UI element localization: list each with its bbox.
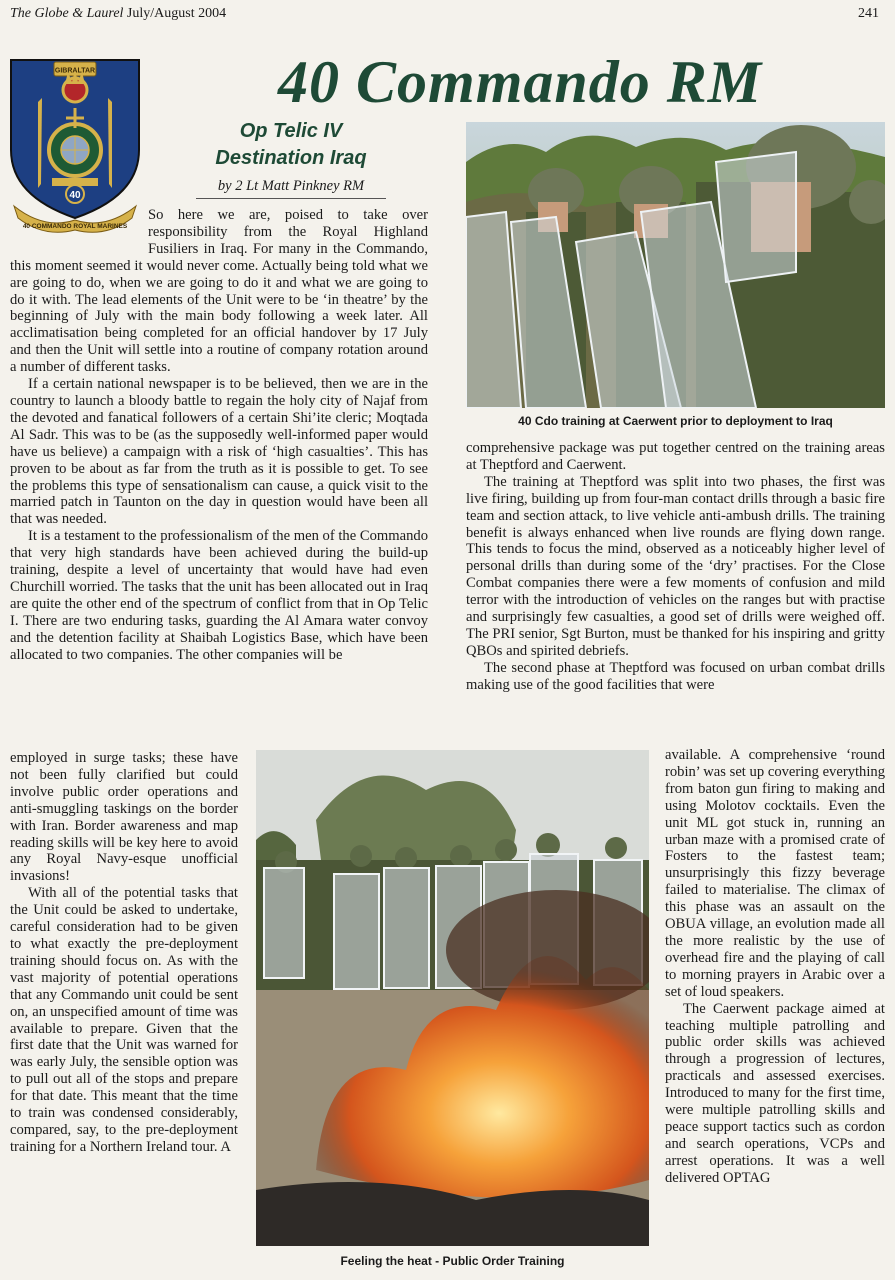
right-column-lower <box>665 747 885 1277</box>
publication-name: The Globe & Laurel <box>10 6 124 21</box>
article-subtitle-line2: Destination Iraq <box>215 147 367 169</box>
riot-shield-troops-photo <box>466 122 885 408</box>
paragraph: The second phase at Theptford was focused on urban combat drills making use of the good facilities that were <box>466 659 885 693</box>
paragraph: So here we are, poised to take over responsibility from the Royal Highland Fusiliers in Iraq. For many in the Commando, this moment seemed it would never come. Actually being told what we are going to do, when we are going to do it and what we are going to do it with. The lead elements of the Unit were to be ‘in theatre’ by the beginning of July with the main body following a week later. All acclimatisation being completed for an official handover by 17 July and then the Unit will settle into a routine of company rotation around a number of different tasks. <box>10 207 428 376</box>
paragraph: The Caerwent package aimed at teaching multiple patrolling and public order skills was achieved through a progression of lectures, practicals and assessed exercises. Introduced to many for the first time, were multiple patrolling skills and peace support tactics such as cordon and search operations, VCPs and arrest operations. It was a well delivered OPTAG <box>665 1000 885 1186</box>
paragraph: With all of the potential tasks that the Unit could be asked to undertake, careful consideration had to be given to what exactly the pre-deployment training should focus on. As with the vast majority of potential operations that any Commando unit could be sent on, an unspecified amount of time was available to prepare. Given that the first date that the Unit was warned for was early July, the sensible option was to pull out all of the stops and prepare for that date. This meant that the time to train was condensed considerably, compared, say, to the pre-deployment training for a Northern Ireland tour. A <box>10 885 238 1155</box>
crest-unit-number: 40 <box>69 190 81 201</box>
paragraph: available. A comprehensive ‘round robin’ was set up covering everything from baton gun firing to making and using Molotov cocktails. Even the unit ML got stuck in, running an urban maze with a promised crate of Fosters to the fastest team; unsurprisingly this fizzy beverage failed to materialise. The climax of this phase was an assault on the OBUA village, an evolution made all the more realistic by the use of overhead fire and the playing of call to morning prayers in Arabic over a set of loud speakers. <box>665 747 885 1000</box>
paragraph: employed in surge tasks; these have not been fully clarified but could involve public order operations and anti-smuggling taskings on the border with Iran. Border awareness and map reading skills will be key here to avoid any Royal Navy-esque unofficial invasions! <box>10 750 238 885</box>
page-number: 241 <box>858 6 879 21</box>
article-title: 40 Commando RM <box>278 49 763 115</box>
bottom-photo-caption: Feeling the heat - Public Order Training <box>340 1254 565 1268</box>
paragraph: It is a testament to the professionalism of the men of the Commando that very high standards have been achieved during the build-up training, despite a level of uncertainty that would have had even Churchill worried. The tasks that the unit has been allocated out in Iraq are quite the other end of the spectrum of conflict from that in Op Telic I. There are two enduring tasks, guarding the Al Amara water convoy and the detention facility at Shaibah Logistics Base, which have been allocated to two companies. The other companies will be <box>10 528 428 663</box>
right-column-upper <box>466 440 885 746</box>
public-order-fire-photo <box>256 750 649 1246</box>
paragraph: If a certain national newspaper is to be believed, then we are in the country to launch a bloody battle to regain the holy city of Najaf from the devoted and fanatical followers of a certain Shi’ite cleric; Moqtada Al Sadr. This was to be (as the supposedly well-informed paper would have us believe) a campaign with a risk of ‘high casualties’. This has proven to be about as far from the truth as it is possible to get. To see the problems this type of sensationalism can cause, a quick visit to the married patch in Taunton on the day in question would have been all that was needed. <box>10 376 428 528</box>
article-byline: by 2 Lt Matt Pinkney RM <box>196 178 386 199</box>
issue-date: July/August 2004 <box>126 6 227 21</box>
crest-banner-text: 40 COMMANDO ROYAL MARINES <box>22 223 128 230</box>
left-column-lower <box>10 750 238 1278</box>
article-subtitle-line1: Op Telic IV <box>239 120 343 142</box>
crest-motto: GIBRALTAR <box>54 67 96 75</box>
left-column-upper <box>10 207 428 749</box>
paragraph: The training at Theptford was split into two phases, the first was live firing, building up from four-man contact drills through a basic fire team and section attack, to live vehicle anti-ambush drills. The training benefit is always enhanced when live rounds are flying down range. This tends to focus the mind, observed as a noticeably higher level of personal drills than during some of the ‘dry’ practises. For the Close Combat companies there were a few moments of confusion and mild terror with the introduction of vehicles on the ranges but with practise and surprisingly few casualties, a good set of drills were weighed off. The PRI senior, Sgt Burton, must be thanked for his inspiring and gritty QBOs and spirited debriefs. <box>466 473 885 659</box>
paragraph: comprehensive package was put together centred on the training areas at Theptford and Caerwent. <box>466 440 885 473</box>
top-photo-caption: 40 Cdo training at Caerwent prior to deployment to Iraq <box>518 414 833 428</box>
running-header <box>10 6 226 22</box>
